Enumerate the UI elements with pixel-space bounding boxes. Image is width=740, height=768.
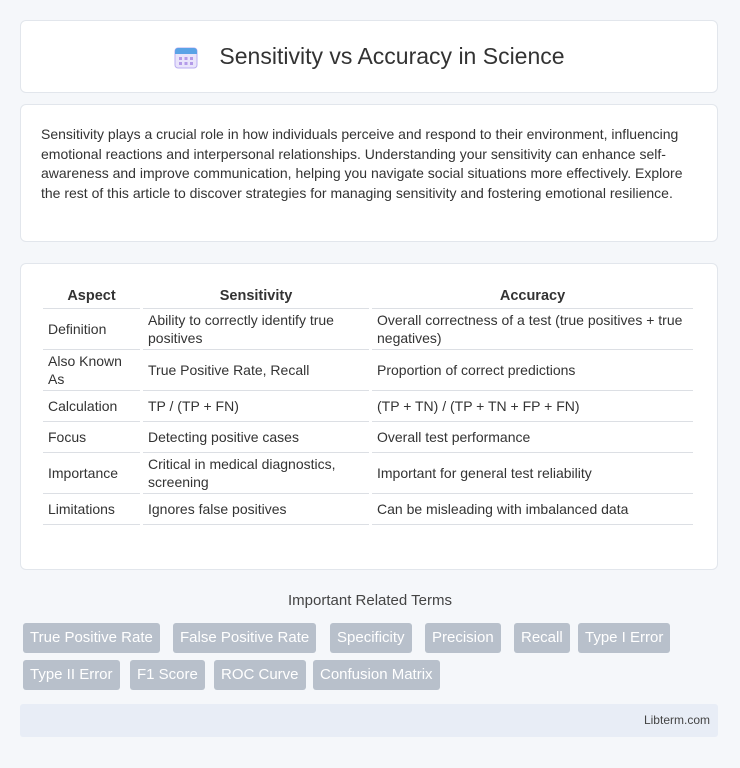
- table-header-row: [43, 284, 693, 309]
- tag-roc-curve[interactable]: ROC Curve: [214, 660, 306, 690]
- page-title: Sensitivity vs Accuracy in Science: [219, 43, 565, 69]
- table-row: [43, 422, 693, 453]
- table-row: [43, 350, 693, 391]
- table-cell: Calculation: [43, 391, 140, 422]
- column-header-aspect: Aspect: [43, 284, 140, 309]
- footer: [20, 704, 718, 737]
- table-row: [43, 309, 693, 350]
- title-card: [20, 20, 718, 93]
- table-cell: Limitations: [43, 494, 140, 525]
- tag-type-ii-error[interactable]: Type II Error: [23, 660, 120, 690]
- table-cell: Also Known As: [43, 350, 140, 391]
- table-row: [43, 453, 693, 494]
- table-cell: Importance: [43, 453, 140, 494]
- tag-precision[interactable]: Precision: [425, 623, 501, 653]
- table-cell: Proportion of correct predictions: [372, 350, 693, 391]
- calendar-icon: [173, 44, 199, 70]
- footer-site-link[interactable]: Libterm.com: [643, 713, 710, 727]
- tag-type-i-error[interactable]: Type I Error: [578, 623, 670, 653]
- table-cell: Definition: [43, 309, 140, 350]
- tag-specificity[interactable]: Specificity: [330, 623, 412, 653]
- table-cell: Detecting positive cases: [143, 422, 369, 453]
- table-cell: Overall correctness of a test (true positives + true negatives): [372, 309, 693, 350]
- intro-card: [20, 104, 718, 242]
- table-cell: True Positive Rate, Recall: [143, 350, 369, 391]
- tag-false-positive-rate[interactable]: False Positive Rate: [173, 623, 316, 653]
- comparison-card: [20, 263, 718, 570]
- table-cell: Can be misleading with imbalanced data: [372, 494, 693, 525]
- comparison-table: [40, 284, 696, 525]
- table-row: [43, 391, 693, 422]
- tag-f1-score[interactable]: F1 Score: [130, 660, 205, 690]
- column-header-sensitivity: Sensitivity: [143, 284, 369, 309]
- table-cell: TP / (TP + FN): [143, 391, 369, 422]
- table-cell: Critical in medical diagnostics, screening: [143, 453, 369, 494]
- table-cell: Ignores false positives: [143, 494, 369, 525]
- tag-true-positive-rate[interactable]: True Positive Rate: [23, 623, 160, 653]
- table-cell: Overall test performance: [372, 422, 693, 453]
- tag-recall[interactable]: Recall: [514, 623, 570, 653]
- column-header-accuracy: Accuracy: [372, 284, 693, 309]
- intro-paragraph: Sensitivity plays a crucial role in how individuals perceive and respond to their environment, influencing emotional reactions and interpersonal relationships. Understanding your sensitivity can enhance self-awareness and improve communication, helping you navigate social situations more effectively. Explore the rest of this article to discover strategies for managing sensitivity and fostering emotional resilience.: [41, 126, 683, 201]
- related-terms-title: Important Related Terms: [288, 592, 452, 609]
- table-cell: Ability to correctly identify true positives: [143, 309, 369, 350]
- tag-confusion-matrix[interactable]: Confusion Matrix: [313, 660, 440, 690]
- table-cell: (TP + TN) / (TP + TN + FP + FN): [372, 391, 693, 422]
- table-cell: Focus: [43, 422, 140, 453]
- table-row: [43, 494, 693, 525]
- table-cell: Important for general test reliability: [372, 453, 693, 494]
